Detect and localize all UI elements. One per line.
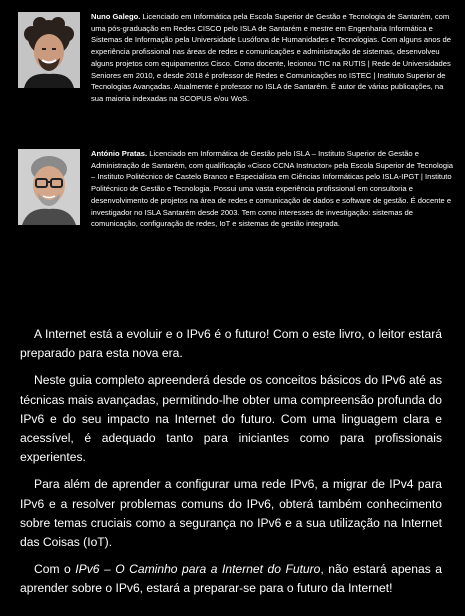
author-bio-text: Licenciado em Informática pela Escola Superior de Gestão e Tecnologia de Santarém, com uma pós-graduação em Redes CISCO pelo ISLA de Santarém e mestre em Engenharia Informática e Sistemas de Informação pela Universidade Lusófona de Humanidades e Tecnologias. Com alguns anos de experiência profissional nas áreas de redes e comunicações e administração de sistemas, desenvolveu alguns projetos com equipamentos Cisco. Como docente, lecionou TIC na RUTIS | Rede de Universidades Seniores em 2010, e desde 2018 é professor de Redes e Comunicações no ISTEC | Instituto Superior de Tecnologias Avançadas. Atualmente é professor no ISLA de Santarém. É autor de várias publicações, na sua maioria indexadas na SCOPUS e/ou WoS. xyxy=(91,12,451,103)
author-bio-text: Licenciado em Informática de Gestão pelo ISLA – Instituto Superior de Gestão e Administração de Santarém, com qualificação «Cisco CCNA Instructor» pela Escola Superior de Tecnologia – Instituto Politécnico de Castelo Branco e Especialista em Ciências Informáticas pelo ISLA-IPGT | Instituto Politécnico de Gestão e Tecnologia. Possui uma vasta experiência profissional em consultoria e desenvolvimento de projetos na área de redes e comunicação de dados e software de gestão. É docente e investigador no ISLA Santarém desde 2003. Tem como interesses de investigação: sistemas de comunicação, configuração de redes, IoT e sistemas de gestão integrada. xyxy=(91,149,454,229)
author-name: Nuno Galego. xyxy=(91,12,141,21)
blurb-text: , não estará apenas a aprender sobre o IPv6, estará a preparar-se para o futuro da Internet! xyxy=(20,562,442,596)
author-bio xyxy=(91,11,454,105)
blurb-paragraph: A Internet está a evoluir e o IPv6 é o futuro! Com o este livro, o leitor estará preparado para esta nova era. xyxy=(20,327,442,361)
author-portrait-image xyxy=(18,149,80,225)
book-title: IPv6 – O Caminho para a Internet do Futuro xyxy=(75,562,321,577)
book-blurb xyxy=(20,325,442,599)
author-bio xyxy=(91,148,454,230)
author-name: António Pratas. xyxy=(91,149,148,158)
blurb-paragraph: Neste guia completo apreenderá desde os conceitos básicos do IPv6 até as técnicas mais avançadas, permitindo-lhe obter uma compreensão profunda do IPv6 e do seu impacto na Internet do futuro. Com uma linguagem clara e acessível, é adequado tanto para iniciantes como para profissionais experientes. xyxy=(20,373,442,465)
author-photo xyxy=(18,12,80,88)
blurb-paragraph xyxy=(20,560,442,598)
blurb-text: Com o xyxy=(34,562,76,577)
author-portrait-image xyxy=(18,12,80,88)
blurb-paragraph: Para além de aprender a configurar uma rede IPv6, a migrar de IPv4 para IPv6 e a resolver problemas comuns do IPv6, obterá também conhecimento sobre temas cruciais como a segurança no IPv6 e a sua utilização na Internet das Coisas (IoT). xyxy=(20,477,442,550)
author-photo xyxy=(18,149,80,225)
